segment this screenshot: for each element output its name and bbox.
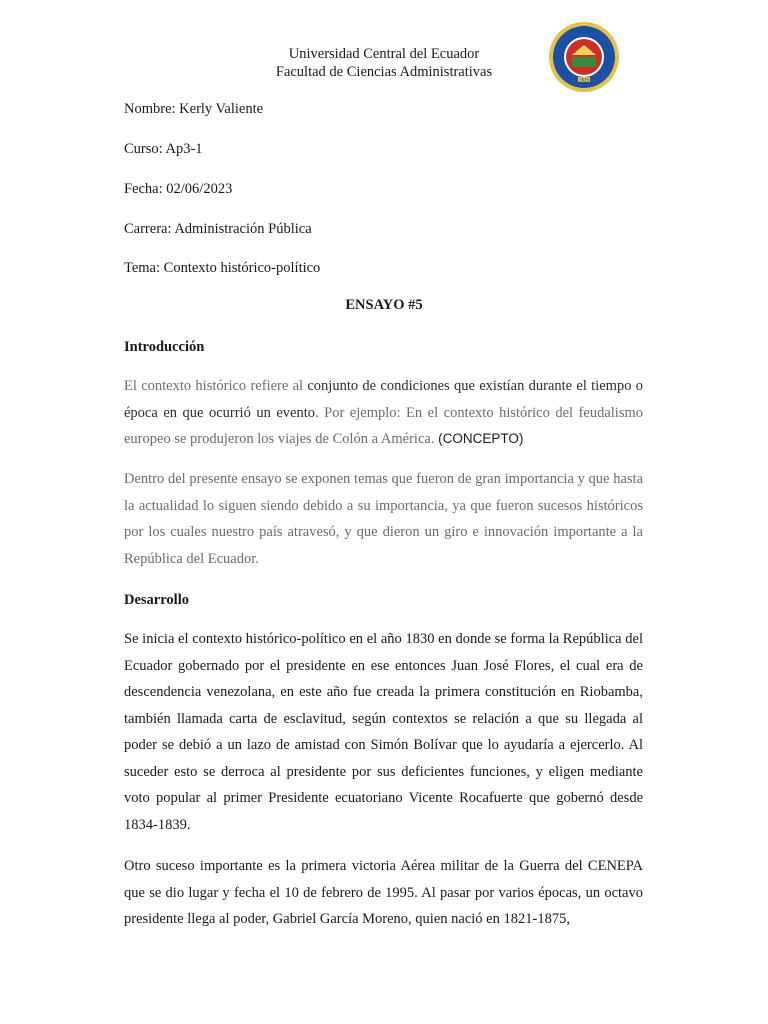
university-seal-logo bbox=[548, 21, 620, 93]
paragraph-concept-definition: conjunto de condiciones que existían durante el tiempo o época en que ocurrió un evento bbox=[124, 378, 644, 421]
document-header bbox=[0, 45, 768, 81]
field-tema: Tema: Contexto histórico-político bbox=[124, 260, 321, 276]
section-heading-desarrollo: Desarrollo bbox=[124, 592, 189, 608]
university-name: Universidad Central del Ecuador bbox=[288, 46, 480, 62]
field-curso: Curso: Ap3-1 bbox=[124, 141, 203, 157]
section-heading-introduccion: Introducción bbox=[124, 339, 205, 355]
field-nombre: Nombre: Kerly Valiente bbox=[124, 101, 264, 117]
concept-tag: (CONCEPTO) bbox=[438, 431, 524, 446]
field-fecha: Fecha: 02/06/2023 bbox=[124, 181, 233, 197]
paragraph-concept-part-2: . Por ejemplo: En el contexto histórico del feudalismo europeo se produjeron los viajes de Colón a América. bbox=[124, 404, 644, 447]
paragraph-development-2: Otro suceso importante es la primera victoria Aérea militar de la Guerra del CENEPA que se dio lugar y fecha el 10 de febrero de 1995. Al pasar por varios épocas, un octavo presidente llega al poder, Gabriel García Moreno, quien nació en 1821-1875, bbox=[124, 858, 643, 927]
paragraph-concept bbox=[124, 373, 643, 453]
seal-year: 1826 bbox=[578, 77, 590, 83]
paragraph-development-1: Se inicia el contexto histórico-político en el año 1830 en donde se forma la República del Ecuador gobernado por el presidente en ese entonces Juan José Flores, el cual era de descendencia venezolana, en este año fue creada la primera constitución en Riobamba, también llamada carta de esclavitud, según contextos se relación a que su llegada al poder se debió a un lazo de amistad con Simón Bolívar que lo ayudaría a ejercerlo. Al suceder esto se derroca al presidente por sus deficientes funciones, y eligen mediante voto popular al primer Presidente ecuatoriano Vicente Rocafuerte que gobernó desde 1834-1839. bbox=[124, 631, 643, 833]
field-carrera: Carrera: Administración Pública bbox=[124, 221, 312, 237]
faculty-name: Facultad de Ciencias Administrativas bbox=[275, 64, 493, 80]
paragraph-concept-part-1: El contexto histórico refiere al bbox=[124, 378, 308, 394]
essay-title: ENSAYO #5 bbox=[345, 297, 423, 313]
paragraph-intro: Dentro del presente ensayo se exponen temas que fueron de gran importancia y que hasta la actualidad lo siguen siendo debido a su importancia, ya que fueron sucesos históricos por los cuales nuestro país atravesó, y que dieron un giro e innovación importante a la República del Ecuador. bbox=[124, 471, 643, 567]
